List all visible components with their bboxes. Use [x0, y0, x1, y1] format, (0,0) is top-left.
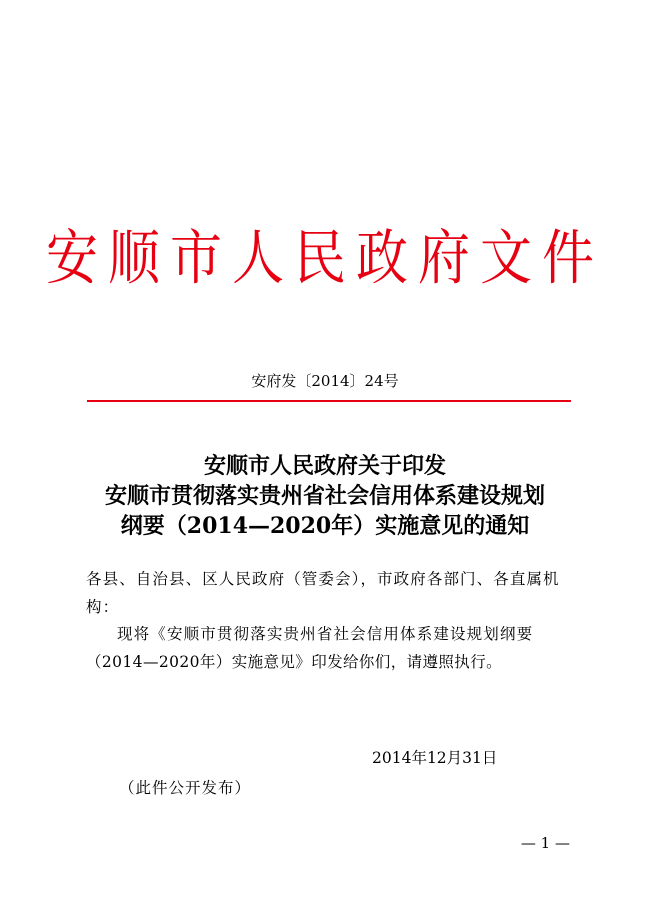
addressee-line-2: 构：: [86, 598, 120, 616]
body-paragraph-line-1: 现将《安顺市贯彻落实贵州省社会信用体系建设规划纲要: [117, 625, 534, 643]
body-paragraph-line-2: （2014—2020年）实施意见》印发给你们，请遵照执行。: [86, 653, 502, 671]
document-title: [0, 451, 650, 541]
addressee-line-1: 各县、自治县、区人民政府（管委会），市政府各部门、各直属机: [86, 570, 560, 588]
publish-note: （此件公开发布）: [119, 779, 252, 797]
document-number: 安府发〔2014〕24号: [251, 372, 399, 390]
title-line-3: 纲要（2014—2020年）实施意见的通知: [120, 513, 530, 539]
page-number: — 1 —: [520, 834, 570, 852]
red-separator-line: [87, 400, 571, 402]
issue-date: 2014年12月31日: [372, 749, 498, 767]
issuer-header: 安顺市人民政府文件: [45, 224, 604, 294]
title-line-1: 安顺市人民政府关于印发: [203, 453, 446, 479]
title-line-2: 安顺市贯彻落实贵州省社会信用体系建设规划: [104, 483, 545, 509]
